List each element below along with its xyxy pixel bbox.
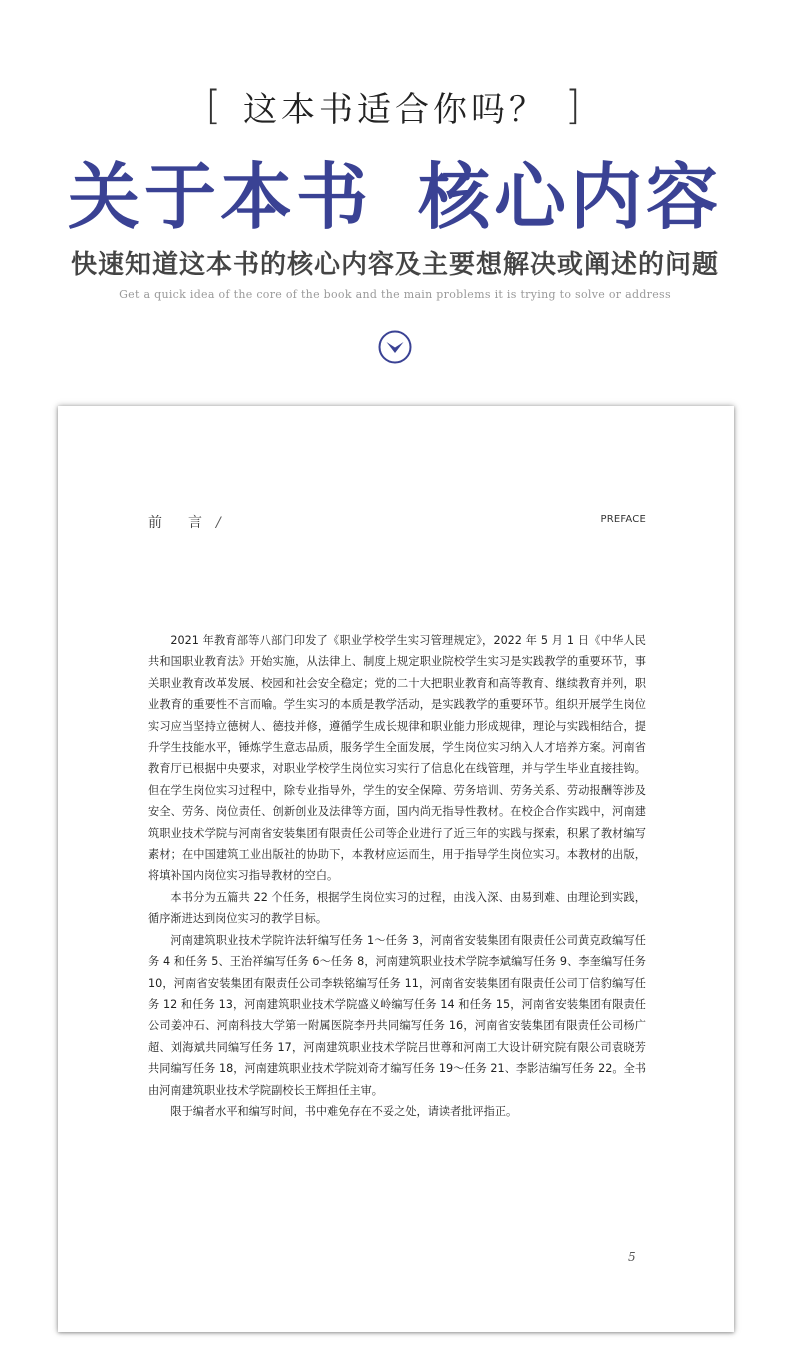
bracket-close: ] <box>565 83 585 129</box>
title-part1: 关于本书 <box>67 154 372 239</box>
preface-heading-slash: / <box>216 515 221 531</box>
chevron-down-circle-icon[interactable] <box>378 330 412 364</box>
paragraph: 本书分为五篇共 22 个任务，根据学生岗位实习的过程，由浅入深、由易到难、由理论到实践，循序渐进达到岗位实习的教学目标。 <box>148 890 646 926</box>
preface-english-label: PREFACE <box>600 514 646 525</box>
question-text: 这本书适合你吗？ <box>243 89 547 130</box>
paragraph: 河南建筑职业技术学院许法轩编写任务 1～任务 3，河南省安装集团有限责任公司黄克政编写任务 4 和任务 5、王治祥编写任务 6～任务 8，河南建筑职业技术学院李斌编写任务 9、李奎编写任务 10，河南省安装集团有限责任公司李轶铭编写任务 11，河南省安装集团有限责任公司丁信豹编写任务 12 和任务 13，河南建筑职业技术学院盛义岭编写任务 14 和任务 15，河南省安装集团有限责任公司姜冲石、河南科技大学第一附属医院李丹共同编写任务 16，河南省安装集团有限责任公司杨广超、刘海斌共同编写任务 17，河南建筑职业技术学院吕世尊和河南工大设计研究院有限公司袁晓芳共同编写任务 18，河南建筑职业技术学院刘奇才编写任务 19～任务 21、李影洁编写任务 22。全书由河南建筑职业技术学院副校长王辉担任主审。 <box>148 933 646 1097</box>
paragraph: 2021 年教育部等八部门印发了《职业学校学生实习管理规定》，2022 年 5 月 1 日《中华人民共和国职业教育法》开始实施，从法律上、制度上规定职业院校学生实习是实践教学的重要环节，事关职业教育改革发展、校园和社会安全稳定；党的二十大把职业教育和高等教育、继续教育并列，职业教育的重要性不言而喻。学生实习的本质是教学活动，是实践教学的重要环节。组织开展学生岗位实习应当坚持立德树人、德技并修，遵循学生成长规律和职业能力形成规律，理论与实践相结合，提升学生技能水平，锤炼学生意志品质，服务学生全面发展，学生岗位实习纳入人才培养方案。河南省教育厅已根据中央要求，对职业学校学生岗位实习实行了信息化在线管理，并与学生毕业直接挂钩。但在学生岗位实习过程中，除专业指导外，学生的安全保障、劳务培训、劳务关系、劳动报酬等涉及安全、劳务、岗位责任、创新创业及法律等方面，国内尚无指导性教材。在校企合作实践中，河南建筑职业技术学院与河南省安装集团有限责任公司等企业进行了近三年的实践与探索，积累了教材编写素材；在中国建筑工业出版社的协助下，本教材应运而生，用于指导学生岗位实习。本教材的出版，将填补国内岗位实习指导教材的空白。 <box>148 634 646 883</box>
bracket-open: [ <box>205 83 225 129</box>
book-page <box>58 406 734 1332</box>
main-title <box>0 148 790 239</box>
paragraph: 限于编者水平和编写时间，书中难免存在不妥之处，请读者批评指正。 <box>170 1104 518 1118</box>
title-part2: 核心内容 <box>418 154 723 239</box>
preface-heading <box>148 512 221 532</box>
question-heading <box>0 76 790 136</box>
preface-heading-char1: 前 <box>148 515 162 531</box>
subtitle-chinese: 快速知道这本书的核心内容及主要想解决或阐述的问题 <box>70 249 719 280</box>
page-number: 5 <box>628 1250 636 1264</box>
subtitle-english: Get a quick idea of the core of the book and the main problems it is trying to solve or address <box>119 288 671 301</box>
preface-heading-char2: 言 <box>188 515 202 531</box>
preface-body <box>148 630 646 1122</box>
